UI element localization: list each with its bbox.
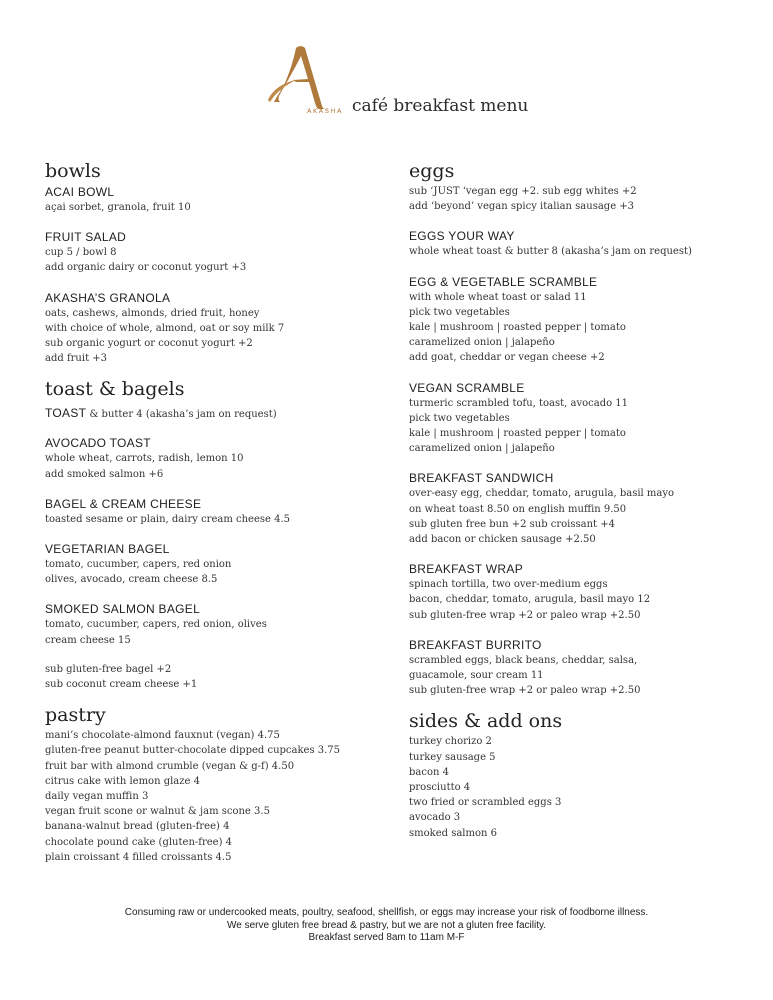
item-line: açai sorbet, granola, fruit 10 <box>45 202 191 213</box>
footer-line: We serve gluten free bread & pastry, but we are not a gluten free facility. <box>226 919 547 931</box>
item-line: vegan fruit scone or walnut & jam scone 3.5 <box>45 806 270 818</box>
right-column <box>409 160 749 841</box>
item-line: spinach tortilla, two over-medium eggs <box>409 579 608 591</box>
akasha-logo-icon <box>262 42 348 116</box>
item-line: with choice of whole, almond, oat or soy milk 7 <box>45 322 285 334</box>
item-line: smoked salmon 6 <box>409 827 497 839</box>
section-title: bowls <box>45 160 101 182</box>
menu-item <box>409 561 749 623</box>
item-line: bacon, cheddar, tomato, arugula, basil mayo 12 <box>409 594 651 606</box>
item-line: citrus cake with lemon glaze 4 <box>45 775 200 787</box>
item-line: add organic dairy or coconut yogurt +3 <box>45 262 247 274</box>
item-line: add goat, cheddar or vegan cheese +2 <box>409 352 605 364</box>
menu-item <box>45 601 375 692</box>
item-name: BREAKFAST BURRITO <box>409 637 542 652</box>
item-name: AKASHA’S GRANOLA <box>45 290 171 305</box>
section-title: eggs <box>409 160 455 182</box>
item-name: SMOKED SALMON BAGEL <box>45 602 201 617</box>
item-line: chocolate pound cake (gluten-free) 4 <box>45 836 233 848</box>
item-line: guacamole, sour cream 11 <box>409 670 544 682</box>
item-name: FRUIT SALAD <box>45 230 127 245</box>
footer-line: Breakfast served 8am to 11am M-F <box>308 932 465 943</box>
section-toast-bagels <box>45 378 375 692</box>
item-line: olives, avocado, cream cheese 8.5 <box>45 574 218 586</box>
item-line: tomato, cucumber, capers, red onion <box>45 559 232 571</box>
item-line: banana-walnut bread (gluten-free) 4 <box>45 821 230 833</box>
item-line: sub gluten-free wrap +2 or paleo wrap +2.50 <box>409 609 641 621</box>
item-line: over-easy egg, cheddar, tomato, arugula, basil mayo <box>409 488 675 500</box>
section-eggs <box>409 160 749 698</box>
item-line: two fried or scrambled eggs 3 <box>409 797 562 809</box>
item-name: VEGAN SCRAMBLE <box>409 380 525 395</box>
brand-name: AKASHA <box>307 107 344 115</box>
menu-item <box>45 435 375 481</box>
item-line: oats, cashews, almonds, dried fruit, honey <box>45 307 260 319</box>
section-sides <box>409 710 749 840</box>
item-line: cream cheese 15 <box>45 634 131 646</box>
menu-item <box>45 541 375 587</box>
item-line: kale | mushroom | roasted pepper | tomato <box>409 322 626 334</box>
item-line: scrambled eggs, black beans, cheddar, salsa, <box>409 654 638 666</box>
item-line: caramelized onion | jalapeño <box>409 337 555 349</box>
item-line: add smoked salmon +6 <box>45 468 164 480</box>
section-title: toast & bagels <box>45 378 185 401</box>
item-line: on wheat toast 8.50 on english muffin 9.50 <box>409 503 627 515</box>
item-line: pick two vegetables <box>409 412 510 424</box>
item-line: gluten-free peanut butter-chocolate dipped cupcakes 3.75 <box>45 745 341 757</box>
item-name: AVOCADO TOAST <box>45 436 151 451</box>
item-line: add fruit +3 <box>45 353 108 365</box>
menu-item <box>409 470 749 547</box>
section-pastry <box>45 704 375 865</box>
toast-item <box>45 402 375 421</box>
item-line: sub gluten free bun +2 sub croissant +4 <box>409 518 615 530</box>
item-line: sub coconut cream cheese +1 <box>45 679 198 691</box>
item-line: avocado 3 <box>409 812 461 824</box>
menu-item <box>409 380 749 457</box>
section-title: pastry <box>45 704 106 727</box>
menu-item <box>45 184 375 215</box>
menu-item <box>45 229 375 275</box>
item-line: turkey chorizo 2 <box>409 736 492 748</box>
item-line: whole wheat, carrots, radish, lemon 10 <box>45 453 244 465</box>
item-line: tomato, cucumber, capers, red onion, olives <box>45 619 267 631</box>
item-name: BAGEL & CREAM CHEESE <box>45 496 202 511</box>
left-column <box>45 160 375 865</box>
menu-item <box>45 290 375 367</box>
item-line: whole wheat toast & butter 8 (akasha’s jam on request) <box>409 246 692 258</box>
item-line: with whole wheat toast or salad 11 <box>409 291 587 303</box>
item-name: BREAKFAST SANDWICH <box>409 471 554 486</box>
item-line: sub ‘JUST ‘vegan egg +2. sub egg whites +2 <box>409 186 637 197</box>
item-line: & butter 4 (akasha’s jam on request) <box>86 409 277 421</box>
menu-item <box>409 274 749 366</box>
item-line: kale | mushroom | roasted pepper | tomato <box>409 428 626 440</box>
menu-item <box>45 496 375 527</box>
item-line: caramelized onion | jalapeño <box>409 443 555 455</box>
item-line: add ‘beyond’ vegan spicy italian sausage +3 <box>409 201 635 213</box>
item-line: bacon 4 <box>409 766 449 778</box>
item-line: fruit bar with almond crumble (vegan & g-f) 4.50 <box>45 760 295 772</box>
item-line: sub gluten-free bagel +2 <box>45 663 172 675</box>
item-name: BREAKFAST WRAP <box>409 562 524 577</box>
footer-notice <box>0 907 773 945</box>
menu-title: café breakfast menu <box>352 96 529 116</box>
item-line: pick two vegetables <box>409 306 510 318</box>
section-bowls <box>45 160 375 366</box>
item-line: cup 5 / bowl 8 <box>45 247 117 259</box>
item-name: VEGETARIAN BAGEL <box>45 542 170 557</box>
item-line: turkey sausage 5 <box>409 751 496 763</box>
item-name: EGGS YOUR WAY <box>409 229 515 244</box>
footer-line: Consuming raw or undercooked meats, poultry, seafood, shellfish, or eggs may increase your risk of foodborne illness. <box>124 907 649 918</box>
item-line: prosciutto 4 <box>409 782 471 794</box>
section-title: sides & add ons <box>409 710 563 733</box>
item-name: TOAST <box>45 406 87 421</box>
item-line: sub gluten-free wrap +2 or paleo wrap +2.50 <box>409 685 641 697</box>
item-line: plain croissant 4 filled croissants 4.5 <box>45 851 232 863</box>
menu-item <box>409 228 749 259</box>
item-line: toasted sesame or plain, dairy cream cheese 4.5 <box>45 513 291 525</box>
item-line: sub organic yogurt or coconut yogurt +2 <box>45 338 253 350</box>
item-name: EGG & VEGETABLE SCRAMBLE <box>409 274 598 289</box>
item-line: add bacon or chicken sausage +2.50 <box>409 534 596 546</box>
item-name: ACAI BOWL <box>45 185 115 199</box>
item-line: daily vegan muffin 3 <box>45 791 149 803</box>
item-line: mani’s chocolate-almond fauxnut (vegan) 4.75 <box>45 730 280 742</box>
menu-item <box>409 637 749 699</box>
item-line: turmeric scrambled tofu, toast, avocado 11 <box>409 397 629 409</box>
